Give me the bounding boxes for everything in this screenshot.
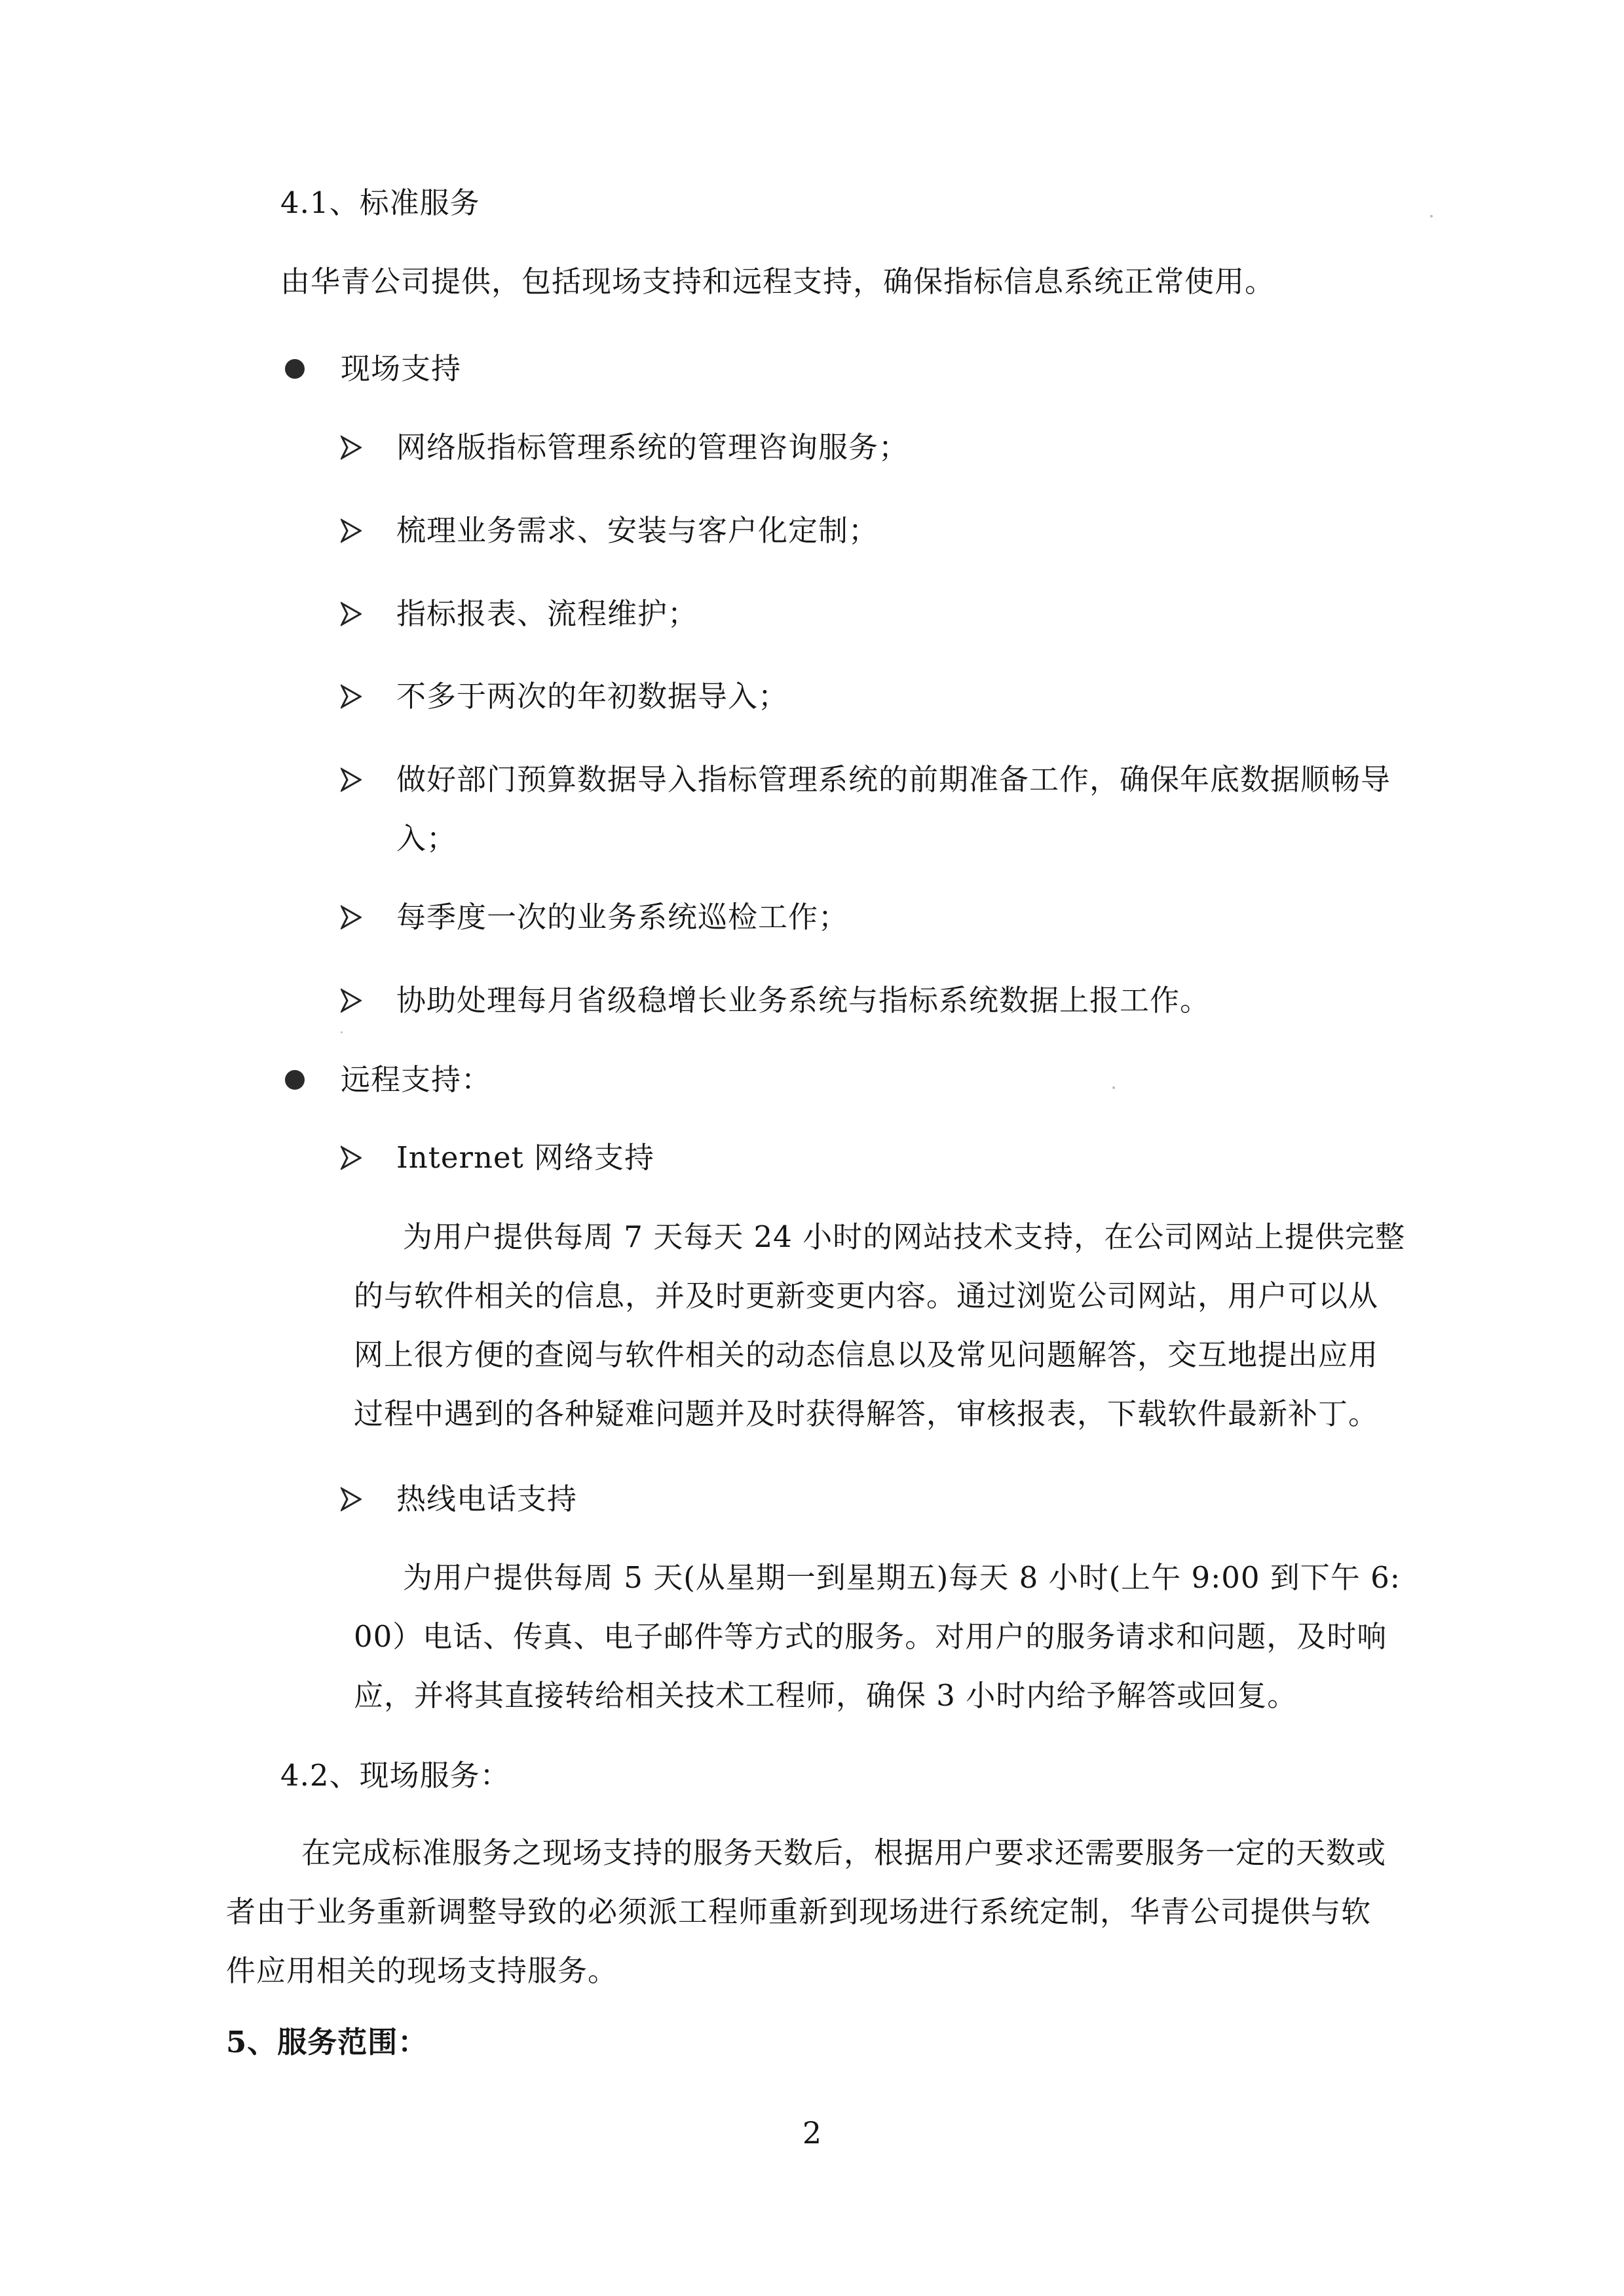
paragraph-line: 件应用相关的现场支持服务。 [226, 1953, 618, 1988]
paragraph-line: 应，并将其直接转给相关技术工程师，确保 3 小时内给予解答或回复。 [354, 1678, 1298, 1713]
scan-speck [1112, 1086, 1115, 1089]
section-heading-4-1: 4.1、标准服务 [280, 185, 480, 220]
arrow-bullet-icon [341, 1486, 362, 1512]
arrow-bullet-icon [341, 987, 362, 1014]
list-item: 协助处理每月省级稳增长业务系统与指标系统数据上报工作。 [396, 983, 1211, 1018]
section-heading-5: 5、服务范围： [226, 2025, 428, 2059]
scan-speck [1430, 215, 1433, 218]
bullet-icon [285, 359, 305, 379]
section-heading-4-2: 4.2、现场服务： [280, 1758, 510, 1793]
arrow-bullet-icon [341, 683, 362, 710]
paragraph-line: 为用户提供每周 5 天(从星期一到星期五)每天 8 小时(上午 9:00 到下午 6: [403, 1560, 1401, 1595]
internet-support-title: Internet 网络支持 [396, 1140, 654, 1175]
arrow-bullet-icon [341, 518, 362, 544]
remote-title: 远程支持： [341, 1062, 492, 1097]
list-item: 每季度一次的业务系统巡检工作； [396, 900, 849, 934]
section-intro: 由华青公司提供，包括现场支持和远程支持，确保指标信息系统正常使用。 [280, 264, 1275, 299]
paragraph-line: 网上很方便的查阅与软件相关的动态信息以及常见问题解答，交互地提出应用 [354, 1337, 1379, 1372]
hotline-support-title: 热线电话支持 [396, 1482, 578, 1516]
page-number: 2 [802, 2115, 822, 2151]
paragraph-line: 为用户提供每周 7 天每天 24 小时的网站技术支持，在公司网站上提供完整 [403, 1219, 1406, 1254]
arrow-bullet-icon [341, 767, 362, 793]
paragraph-line: 在完成标准服务之现场支持的服务天数后，根据用户要求还需要服务一定的天数或 [301, 1835, 1387, 1870]
list-item: 不多于两次的年初数据导入； [396, 679, 789, 714]
list-item: 梳理业务需求、安装与客户化定制； [396, 513, 879, 548]
arrow-bullet-icon [341, 904, 362, 930]
arrow-bullet-icon [341, 601, 362, 627]
paragraph-line: 过程中遇到的各种疑难问题并及时获得解答，审核报表，下载软件最新补丁。 [354, 1396, 1379, 1431]
paragraph-line: 者由于业务重新调整导致的必须派工程师重新到现场进行系统定制，华青公司提供与软 [226, 1894, 1372, 1929]
list-item: 网络版指标管理系统的管理咨询服务； [396, 430, 909, 465]
bullet-icon [285, 1070, 305, 1090]
arrow-bullet-icon [341, 434, 362, 461]
arrow-bullet-icon [341, 1145, 362, 1171]
onsite-title: 现场支持 [341, 351, 462, 386]
list-item: 指标报表、流程维护； [396, 596, 698, 631]
paragraph-line: 00）电话、传真、电子邮件等方式的服务。对用户的服务请求和问题，及时响 [354, 1619, 1388, 1654]
paragraph-line: 的与软件相关的信息，并及时更新变更内容。通过浏览公司网站，用户可以从 [354, 1278, 1379, 1313]
list-item: 做好部门预算数据导入指标管理系统的前期准备工作，确保年底数据顺畅导 [396, 762, 1391, 797]
scan-speck [341, 1031, 343, 1033]
list-item-continuation: 入； [396, 821, 457, 856]
